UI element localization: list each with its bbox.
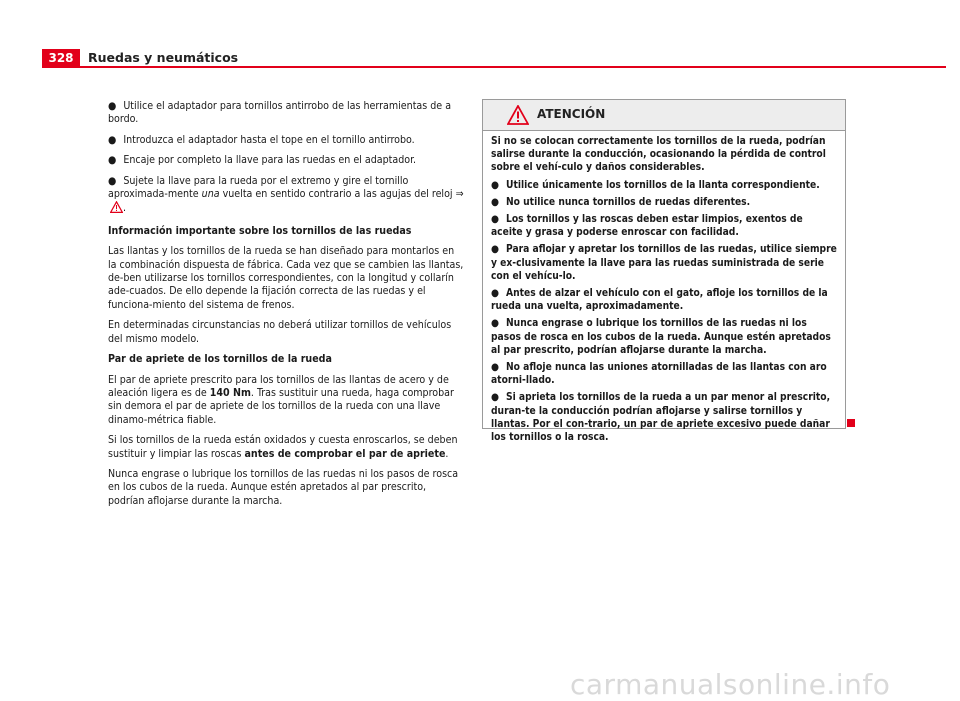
watermark: carmanualsonline.info: [570, 668, 891, 701]
paragraph: El par de apriete prescrito para los tornillos de las llantas de acero y de aleación ligera es de 140 Nm. Tras sustituir una rueda, haga comprobar sin demora el par de apriete de los tornillos de la rueda con una llave dinamo-métrica fiable.: [108, 373, 454, 426]
page-number: 328: [42, 49, 80, 67]
list-item: ● Encaje por completo la llave para las ruedas en el adaptador.: [108, 154, 417, 167]
bullet-icon: ●: [491, 288, 499, 300]
section-title: Ruedas y neumáticos: [88, 50, 239, 65]
list-item: ● Introduzca el adaptador hasta el tope en el tornillo antirrobo.: [108, 133, 415, 146]
list-item: ● Sujete la llave para la rueda por el extremo y gire el tornillo aproximada-mente una vuelta en sentido contrario a las agujas del reloj ⇒ .: [108, 175, 464, 218]
bullet-icon: ●: [491, 214, 499, 226]
bullet-icon: ●: [108, 133, 117, 146]
bullet-icon: ●: [108, 154, 117, 167]
bullet-icon: ●: [491, 362, 499, 374]
list-item: ● Antes de alzar el vehículo con el gato, afloje los tornillos de la rueda una vuelta, aproximadamente.: [491, 288, 828, 313]
list-item: ● Para aflojar y apretar los tornillos de las ruedas, utilice siempre y ex-clusivamente la llave para las ruedas suministrada de serie con el vehícu-lo.: [491, 244, 837, 282]
list-item: ● No afloje nunca las uniones atornilladas de las llantas con aro atorni-llado.: [491, 362, 827, 387]
warning-icon: [507, 105, 529, 129]
header-rule: [42, 66, 946, 68]
subheading-torque: Par de apriete de los tornillos de la rueda: [108, 353, 332, 366]
list-item: ● Si aprieta los tornillos de la rueda a un par menor al prescrito, duran-te la conducción podrían aflojarse y salirse tornillos y llantas. Por el con-trario, un par de apriete excesivo puede dañar los tornillos o la rosca.: [491, 392, 831, 444]
paragraph: En determinadas circunstancias no deberá utilizar tornillos de vehículos del mismo modelo.: [108, 319, 452, 345]
paragraph: Nunca engrase o lubrique los tornillos de las ruedas ni los pasos de rosca en los cubos de la rueda. Aunque estén apretados al par prescrito, podrían aflojarse durante la marcha.: [108, 467, 459, 507]
warning-box: [482, 99, 846, 444]
list-item: ● Los tornillos y las roscas deben estar limpios, exentos de aceite y grasa y poderse enroscar con facilidad.: [491, 214, 803, 239]
bullet-icon: ●: [491, 196, 499, 208]
bullet-icon: ●: [491, 244, 499, 256]
warning-title: ATENCIÓN: [537, 107, 606, 121]
list-item: ● Utilice el adaptador para tornillos antirrobo de las herramientas de a bordo.: [108, 100, 452, 126]
bullet-icon: ●: [491, 392, 499, 404]
page-header: [42, 49, 946, 67]
end-of-section-marker: [847, 419, 855, 427]
paragraph: Las llantas y los tornillos de la rueda se han diseñado para montarlos en la combinación dispuesta de fábrica. Cada vez que se cambien las llantas, de-ben utilizarse los tornillos correspondientes, con la longitud y collarín ade-cuados. De ello depende la fijación correcta de las ruedas y el funciona-miento del sistema de frenos.: [108, 245, 464, 311]
list-item: ● Nunca engrase o lubrique los tornillos de las ruedas ni los pasos de rosca en los cubos de la rueda. Aunque estén apretados al par prescrito, podrían aflojarse durante la marcha.: [491, 318, 831, 356]
warning-body: [483, 131, 845, 444]
warning-header: [483, 100, 845, 131]
bullet-icon: ●: [108, 174, 117, 187]
warning-intro: Si no se colocan correctamente los tornillos de la rueda, podrían salirse durante la conducción, ocasionando la pérdida de control sobre el vehí-culo y daños considerables.: [491, 136, 826, 174]
warning-icon[interactable]: [110, 201, 123, 217]
bullet-icon: ●: [491, 318, 499, 330]
bullet-icon: ●: [491, 179, 499, 191]
paragraph: Si los tornillos de la rueda están oxidados y cuesta enroscarlos, se deben sustituir y limpiar las roscas antes de comprobar el par de apriete.: [108, 434, 458, 460]
subheading-wheel-bolts: Información importante sobre los tornillos de las ruedas: [108, 224, 412, 237]
list-item: ● No utilice nunca tornillos de ruedas diferentes.: [491, 196, 751, 208]
bullet-icon: ●: [108, 100, 117, 112]
left-column: [108, 100, 464, 515]
list-item: ● Utilice únicamente los tornillos de la llanta correspondiente.: [491, 179, 820, 191]
